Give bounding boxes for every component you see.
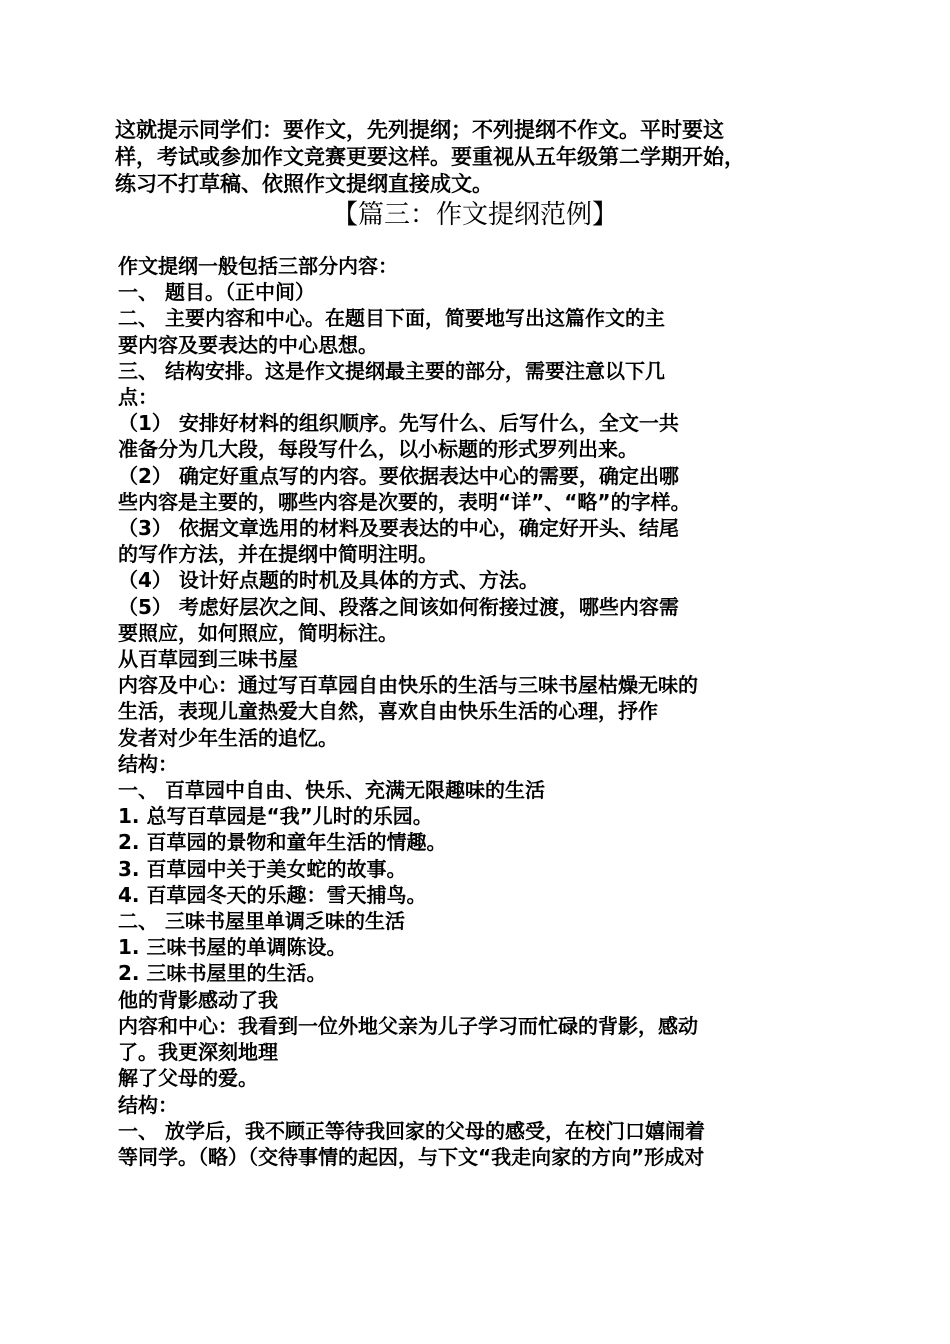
body-line: 3. 百草园中关于美女蛇的故事。	[118, 856, 407, 881]
body-line: 二、 主要内容和中心。在题目下面，简要地写出这篇作文的主	[118, 306, 665, 331]
body-line: （5） 考虑好层次之间、段落之间该如何衔接过渡，哪些内容需	[118, 594, 679, 619]
section-heading: 【篇三：作文提纲范例】	[331, 200, 618, 230]
body-line: 内容及中心：通过写百草园自由快乐的生活与三味书屋枯燥无味的	[118, 673, 698, 698]
body-line: 一、 题目。（正中间）	[118, 280, 315, 305]
body-line: 一、 百草园中自由、快乐、充满无限趣味的生活	[118, 778, 545, 803]
body-line: 点：	[118, 385, 158, 410]
body-line: 二、 三味书屋里单调乏味的生活	[118, 909, 405, 934]
body-line: （4） 设计好点题的时机及具体的方式、方法。	[118, 568, 539, 593]
body-line: 他的背影感动了我	[118, 987, 278, 1012]
body-line: 从百草园到三味书屋	[118, 647, 298, 672]
body-line: 要内容及要表达的中心思想。	[118, 332, 378, 357]
body-line: 2. 百草园的景物和童年生活的情趣。	[118, 830, 447, 855]
body-line: 准备分为几大段，每段写什么，以小标题的形式罗列出来。	[118, 437, 638, 462]
intro-paragraph	[115, 117, 835, 198]
body-line: 内容和中心：我看到一位外地父亲为儿子学习而忙碌的背影，感动	[118, 1013, 698, 1038]
body-line: 4. 百草园冬天的乐趣：雪天捕鸟。	[118, 882, 427, 907]
body-line: 要照应，如何照应，简明标注。	[118, 620, 398, 645]
body-line: 解了父母的爱。	[118, 1066, 258, 1091]
body-line: （1） 安排好材料的组织顺序。先写什么、后写什么，全文一共	[118, 411, 679, 436]
body-line: 2. 三味书屋里的生活。	[118, 961, 327, 986]
intro-line: 练习不打草稿、依照作文提纲直接成文。	[115, 172, 493, 196]
body-line: 了。我更深刻地理	[118, 1040, 278, 1065]
body-line: 发者对少年生活的追忆。	[118, 725, 338, 750]
body-line: 的写作方法，并在提纲中简明注明。	[118, 542, 438, 567]
body-line: 等同学。（略）（交待事情的起因，与下文“我走向家的方向”形成对	[118, 1144, 705, 1169]
body-line: 三、 结构安排。这是作文提纲最主要的部分，需要注意以下几	[118, 358, 665, 383]
body-line: 生活，表现儿童热爱大自然，喜欢自由快乐生活的心理，抒作	[118, 699, 658, 724]
body-line: 一、 放学后，我不顾正等待我回家的父母的感受，在校门口嬉闹着	[118, 1118, 705, 1143]
body-line: 1. 总写百草园是“我”儿时的乐园。	[118, 804, 433, 829]
body-line: （3） 依据文章选用的材料及要表达的中心，确定好开头、结尾	[118, 516, 679, 541]
body-line: 结构：	[118, 751, 178, 776]
body-line: 作文提纲一般包括三部分内容：	[118, 254, 398, 278]
body-line: 1. 三味书屋的单调陈设。	[118, 935, 347, 960]
body-line: 结构：	[118, 1092, 178, 1117]
body-line: （2） 确定好重点写的内容。要依据表达中心的需要，确定出哪	[118, 463, 679, 488]
intro-line: 样，考试或参加作文竞赛更要这样。要重视从五年级第二学期开始，	[115, 145, 745, 169]
body-text	[118, 253, 838, 1170]
intro-line: 这就提示同学们：要作文，先列提纲；不列提纲不作文。平时要这	[115, 118, 724, 142]
body-line: 些内容是主要的，哪些内容是次要的，表明“详”、“略”的字样。	[118, 489, 691, 514]
